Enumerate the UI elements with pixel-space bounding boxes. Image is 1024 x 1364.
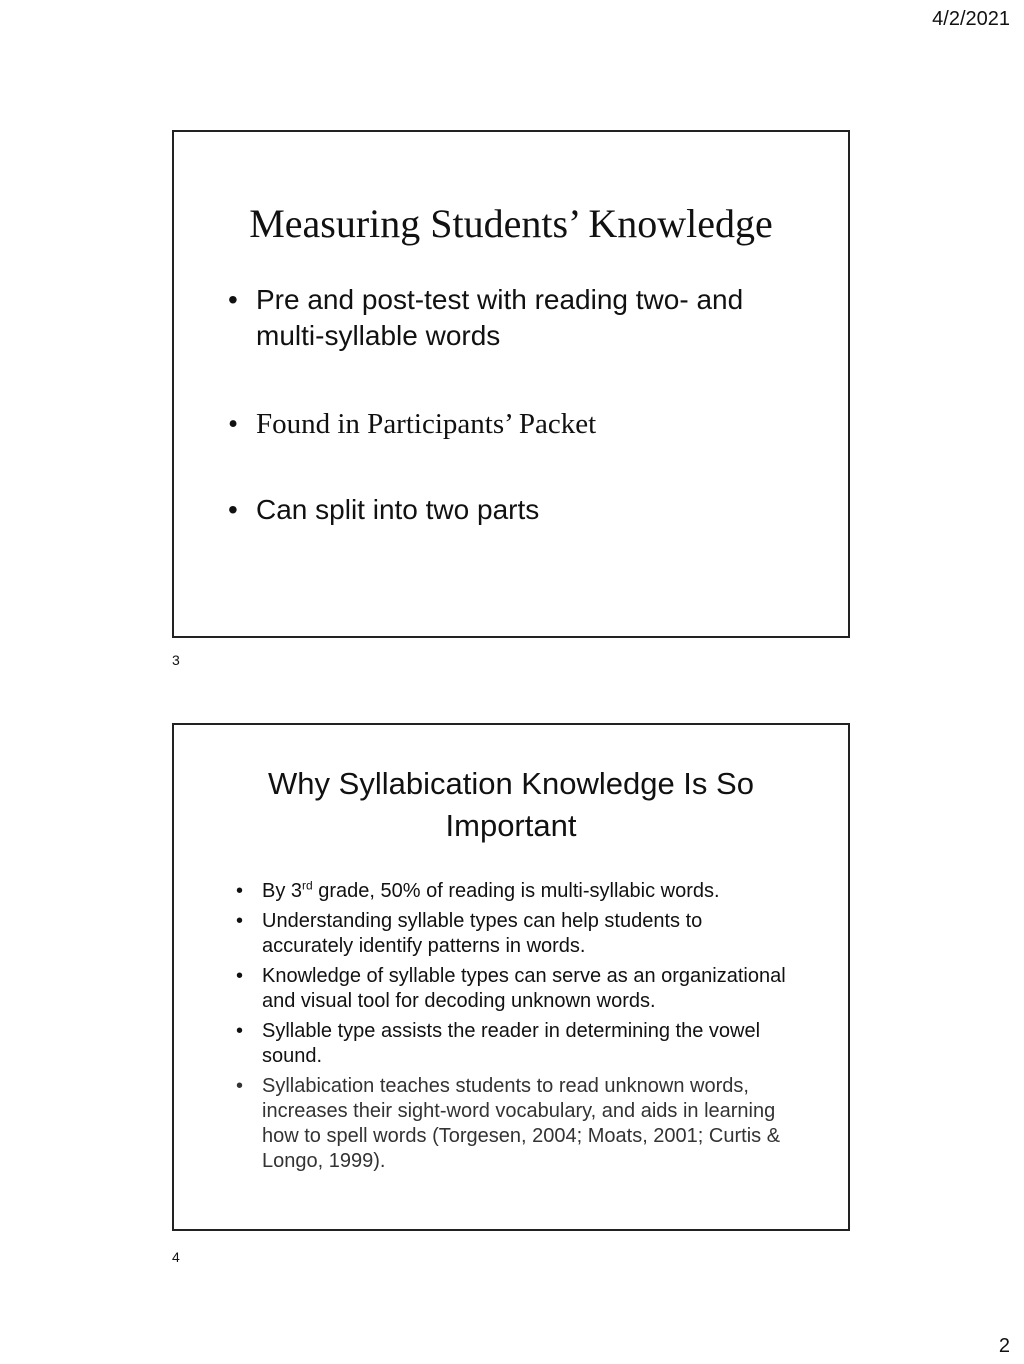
bullet-text: By 3 [262, 880, 303, 902]
bullet-text: grade, 50% of reading is multi-syllabic words. [312, 880, 720, 902]
page-number: 2 [998, 1335, 1010, 1357]
slide-3 [172, 130, 850, 638]
print-date: 4/2/2021 [932, 8, 1010, 30]
slide-title: Measuring Students’ Knowledge [249, 201, 773, 246]
slide-number: 4 [172, 1249, 180, 1265]
slide-title-line-2: Important [445, 808, 577, 843]
bullet-item: • Syllable type assists the reader in determining the vowel sound. [232, 1019, 792, 1069]
superscript: rd [302, 878, 313, 893]
bullet-item: • Syllabication teaches students to read unknown words, increases their sight-word vocabulary, and aids in learning how to spell words (Torgesen, 2004; Moats, 2001; Curtis & Longo, 1999). [232, 1074, 792, 1174]
bullet-item: • Can split into two parts [228, 492, 788, 528]
bullet-item: • Understanding syllable types can help students to accurately identify patterns in words. [232, 909, 792, 959]
slide-4 [172, 723, 850, 1231]
bullet-list [228, 282, 788, 528]
slide-title [174, 763, 848, 847]
bullet-item: • Found in Participants’ Packet [228, 406, 788, 442]
bullet-list [232, 879, 792, 1179]
slide-title-line-1: Why Syllabication Knowledge Is So [268, 766, 754, 801]
slide-number: 3 [172, 652, 180, 668]
bullet-item [232, 879, 792, 904]
bullet-item: • Pre and post-test with reading two- and multi-syllable words [228, 282, 788, 354]
bullet-item: • Knowledge of syllable types can serve as an organizational and visual tool for decoding unknown words. [232, 964, 792, 1014]
